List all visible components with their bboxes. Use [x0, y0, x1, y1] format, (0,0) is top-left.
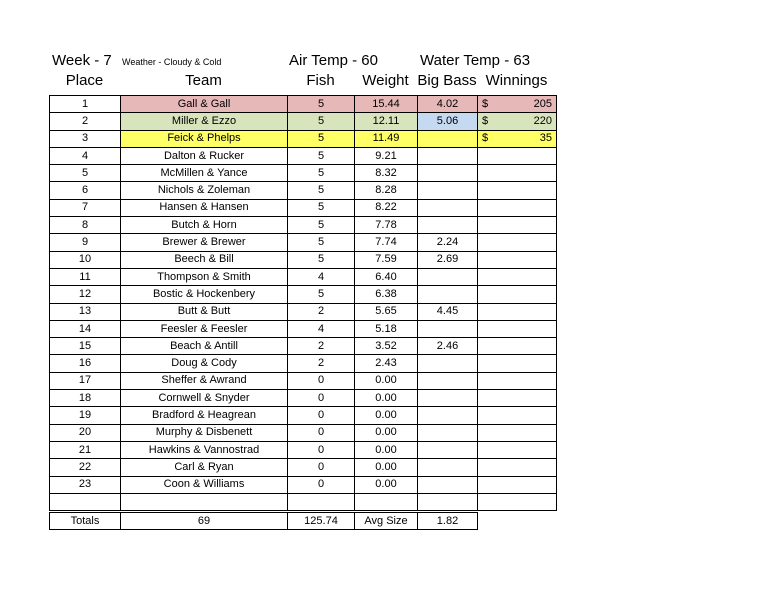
fish-cell: 0: [288, 372, 355, 389]
team-cell: McMillen & Yance: [121, 165, 288, 182]
team-cell: Doug & Cody: [121, 355, 288, 372]
fish-cell: 0: [288, 459, 355, 476]
place-cell: 12: [50, 286, 121, 303]
place-cell: 1: [50, 96, 121, 113]
big-bass-cell: [418, 217, 478, 234]
fish-cell: 5: [288, 234, 355, 251]
table-row: [50, 199, 557, 216]
weight-cell: 9.21: [355, 147, 418, 164]
totals-fish: 69: [121, 513, 288, 530]
fish-cell: 5: [288, 199, 355, 216]
weight-cell: 7.78: [355, 217, 418, 234]
place-cell: 13: [50, 303, 121, 320]
fish-cell: 0: [288, 476, 355, 493]
weight-cell: 6.40: [355, 268, 418, 285]
big-bass-cell: [418, 407, 478, 424]
big-bass-cell: [418, 199, 478, 216]
weight-cell: 2.43: [355, 355, 418, 372]
fish-cell: 2: [288, 303, 355, 320]
big-bass-cell: 2.24: [418, 234, 478, 251]
weight-cell: 0.00: [355, 441, 418, 458]
team-cell: Feesler & Feesler: [121, 320, 288, 337]
winnings-cell: [478, 372, 557, 389]
avg-size-value: 1.82: [418, 513, 478, 530]
weight-cell: 8.32: [355, 165, 418, 182]
table-row: [50, 493, 557, 510]
place-cell: 10: [50, 251, 121, 268]
table-row: [50, 130, 557, 147]
table-row: [50, 268, 557, 285]
table-row: [50, 390, 557, 407]
big-bass-cell: [418, 286, 478, 303]
weight-cell: 12.11: [355, 113, 418, 130]
big-bass-cell: [418, 165, 478, 182]
winnings-cell: [478, 320, 557, 337]
column-header-fish: Fish: [306, 72, 335, 89]
winnings-cell: [478, 424, 557, 441]
fish-cell: 2: [288, 355, 355, 372]
big-bass-cell: [418, 268, 478, 285]
fish-cell: 5: [288, 113, 355, 130]
column-header-team: Team: [185, 72, 222, 89]
big-bass-cell: [418, 459, 478, 476]
big-bass-cell: [418, 424, 478, 441]
fish-cell: 5: [288, 96, 355, 113]
big-bass-cell: 2.69: [418, 251, 478, 268]
currency-symbol: $: [482, 132, 489, 145]
fish-cell: 0: [288, 441, 355, 458]
fish-cell: 5: [288, 217, 355, 234]
winnings-cell: [478, 217, 557, 234]
big-bass-cell: [418, 182, 478, 199]
fish-cell: [288, 493, 355, 510]
table-row: [50, 459, 557, 476]
table-row: [50, 113, 557, 130]
totals-label: Totals: [50, 513, 121, 530]
winnings-cell: [478, 199, 557, 216]
team-cell: Miller & Ezzo: [121, 113, 288, 130]
winnings-cell: [478, 182, 557, 199]
winnings-cell: [478, 251, 557, 268]
place-cell: 8: [50, 217, 121, 234]
team-cell: Cornwell & Snyder: [121, 390, 288, 407]
table-row: [50, 372, 557, 389]
table-row: [50, 165, 557, 182]
totals-row: [50, 513, 478, 530]
team-cell: Hawkins & Vannostrad: [121, 441, 288, 458]
place-cell: 23: [50, 476, 121, 493]
winnings-amount: 205: [533, 97, 552, 110]
team-cell: Bostic & Hockenbery: [121, 286, 288, 303]
table-row: [50, 234, 557, 251]
team-cell: Beach & Antill: [121, 338, 288, 355]
table-row: [50, 96, 557, 113]
results-table: [49, 95, 557, 511]
fish-cell: 2: [288, 338, 355, 355]
winnings-cell: [478, 459, 557, 476]
place-cell: 6: [50, 182, 121, 199]
team-cell: Carl & Ryan: [121, 459, 288, 476]
air-temp-label: Air Temp - 60: [289, 52, 378, 69]
big-bass-cell: [418, 355, 478, 372]
place-cell: 15: [50, 338, 121, 355]
table-row: [50, 338, 557, 355]
place-cell: 21: [50, 441, 121, 458]
big-bass-cell: [418, 390, 478, 407]
fish-cell: 4: [288, 320, 355, 337]
team-cell: Butch & Horn: [121, 217, 288, 234]
winnings-cell: [478, 268, 557, 285]
team-cell: Sheffer & Awrand: [121, 372, 288, 389]
fish-cell: 5: [288, 251, 355, 268]
place-cell: 18: [50, 390, 121, 407]
place-cell: 7: [50, 199, 121, 216]
team-cell: Gall & Gall: [121, 96, 288, 113]
weight-cell: 0.00: [355, 372, 418, 389]
table-row: [50, 320, 557, 337]
winnings-cell: [478, 303, 557, 320]
winnings-cell: [478, 355, 557, 372]
team-cell: Murphy & Disbenett: [121, 424, 288, 441]
totals-weight: 125.74: [288, 513, 355, 530]
winnings-cell: [478, 441, 557, 458]
winnings-amount: 220: [533, 114, 552, 127]
week-label: Week - 7: [52, 52, 112, 69]
big-bass-cell: 5.06: [418, 113, 478, 130]
place-cell: 14: [50, 320, 121, 337]
big-bass-cell: [418, 130, 478, 147]
place-cell: 11: [50, 268, 121, 285]
team-cell: Bradford & Heagrean: [121, 407, 288, 424]
place-cell: 3: [50, 130, 121, 147]
water-temp-label: Water Temp - 63: [420, 52, 531, 69]
weight-cell: 6.38: [355, 286, 418, 303]
weight-cell: 8.28: [355, 182, 418, 199]
team-cell: Butt & Butt: [121, 303, 288, 320]
weight-cell: 7.59: [355, 251, 418, 268]
fish-cell: 5: [288, 130, 355, 147]
winnings-cell: [478, 96, 557, 113]
place-cell: 9: [50, 234, 121, 251]
weather-label: Weather - Cloudy & Cold: [122, 57, 222, 67]
weight-cell: 0.00: [355, 476, 418, 493]
weight-cell: 0.00: [355, 459, 418, 476]
fish-cell: 0: [288, 390, 355, 407]
table-row: [50, 147, 557, 164]
weight-cell: 15.44: [355, 96, 418, 113]
column-header-weight: Weight: [362, 72, 409, 89]
place-cell: 17: [50, 372, 121, 389]
fish-cell: 5: [288, 286, 355, 303]
weight-cell: 7.74: [355, 234, 418, 251]
table-row: [50, 217, 557, 234]
winnings-cell: [478, 165, 557, 182]
avg-size-label: Avg Size: [355, 513, 418, 530]
column-header-place: Place: [65, 72, 104, 89]
winnings-cell: [478, 286, 557, 303]
table-row: [50, 182, 557, 199]
place-cell: 4: [50, 147, 121, 164]
big-bass-cell: [418, 493, 478, 510]
big-bass-cell: [418, 476, 478, 493]
big-bass-cell: 4.45: [418, 303, 478, 320]
team-cell: Thompson & Smith: [121, 268, 288, 285]
big-bass-cell: 2.46: [418, 338, 478, 355]
team-cell: Coon & Williams: [121, 476, 288, 493]
team-cell: Feick & Phelps: [121, 130, 288, 147]
winnings-cell: [478, 130, 557, 147]
table-row: [50, 424, 557, 441]
fish-cell: 5: [288, 165, 355, 182]
currency-symbol: $: [482, 114, 489, 127]
table-row: [50, 303, 557, 320]
weight-cell: 5.18: [355, 320, 418, 337]
table-row: [50, 355, 557, 372]
place-cell: 2: [50, 113, 121, 130]
weight-cell: 3.52: [355, 338, 418, 355]
currency-symbol: $: [482, 97, 489, 110]
winnings-cell: [478, 493, 557, 510]
team-cell: Hansen & Hansen: [121, 199, 288, 216]
winnings-cell: [478, 407, 557, 424]
fish-cell: 5: [288, 147, 355, 164]
winnings-cell: [478, 234, 557, 251]
table-row: [50, 441, 557, 458]
place-cell: 5: [50, 165, 121, 182]
weight-cell: 5.65: [355, 303, 418, 320]
place-cell: [50, 493, 121, 510]
totals-table: [49, 512, 478, 530]
fish-cell: 4: [288, 268, 355, 285]
table-row: [50, 407, 557, 424]
weight-cell: [355, 493, 418, 510]
place-cell: 22: [50, 459, 121, 476]
team-cell: Nichols & Zoleman: [121, 182, 288, 199]
fish-cell: 0: [288, 424, 355, 441]
place-cell: 16: [50, 355, 121, 372]
place-cell: 20: [50, 424, 121, 441]
big-bass-cell: [418, 372, 478, 389]
table-row: [50, 286, 557, 303]
big-bass-cell: [418, 147, 478, 164]
weight-cell: 0.00: [355, 407, 418, 424]
winnings-cell: [478, 113, 557, 130]
winnings-cell: [478, 338, 557, 355]
winnings-cell: [478, 390, 557, 407]
big-bass-cell: [418, 441, 478, 458]
team-cell: Brewer & Brewer: [121, 234, 288, 251]
results-body: [50, 96, 557, 511]
fish-cell: 0: [288, 407, 355, 424]
winnings-cell: [478, 147, 557, 164]
weight-cell: 0.00: [355, 390, 418, 407]
weight-cell: 0.00: [355, 424, 418, 441]
column-header-big-bass: Big Bass: [417, 72, 477, 89]
team-cell: Beech & Bill: [121, 251, 288, 268]
weight-cell: 11.49: [355, 130, 418, 147]
big-bass-cell: 4.02: [418, 96, 478, 113]
column-header-winnings: Winnings: [485, 72, 548, 89]
place-cell: 19: [50, 407, 121, 424]
table-row: [50, 476, 557, 493]
fish-cell: 5: [288, 182, 355, 199]
winnings-cell: [478, 476, 557, 493]
weight-cell: 8.22: [355, 199, 418, 216]
big-bass-cell: [418, 320, 478, 337]
table-row: [50, 251, 557, 268]
team-cell: [121, 493, 288, 510]
winnings-amount: 35: [539, 132, 552, 145]
team-cell: Dalton & Rucker: [121, 147, 288, 164]
